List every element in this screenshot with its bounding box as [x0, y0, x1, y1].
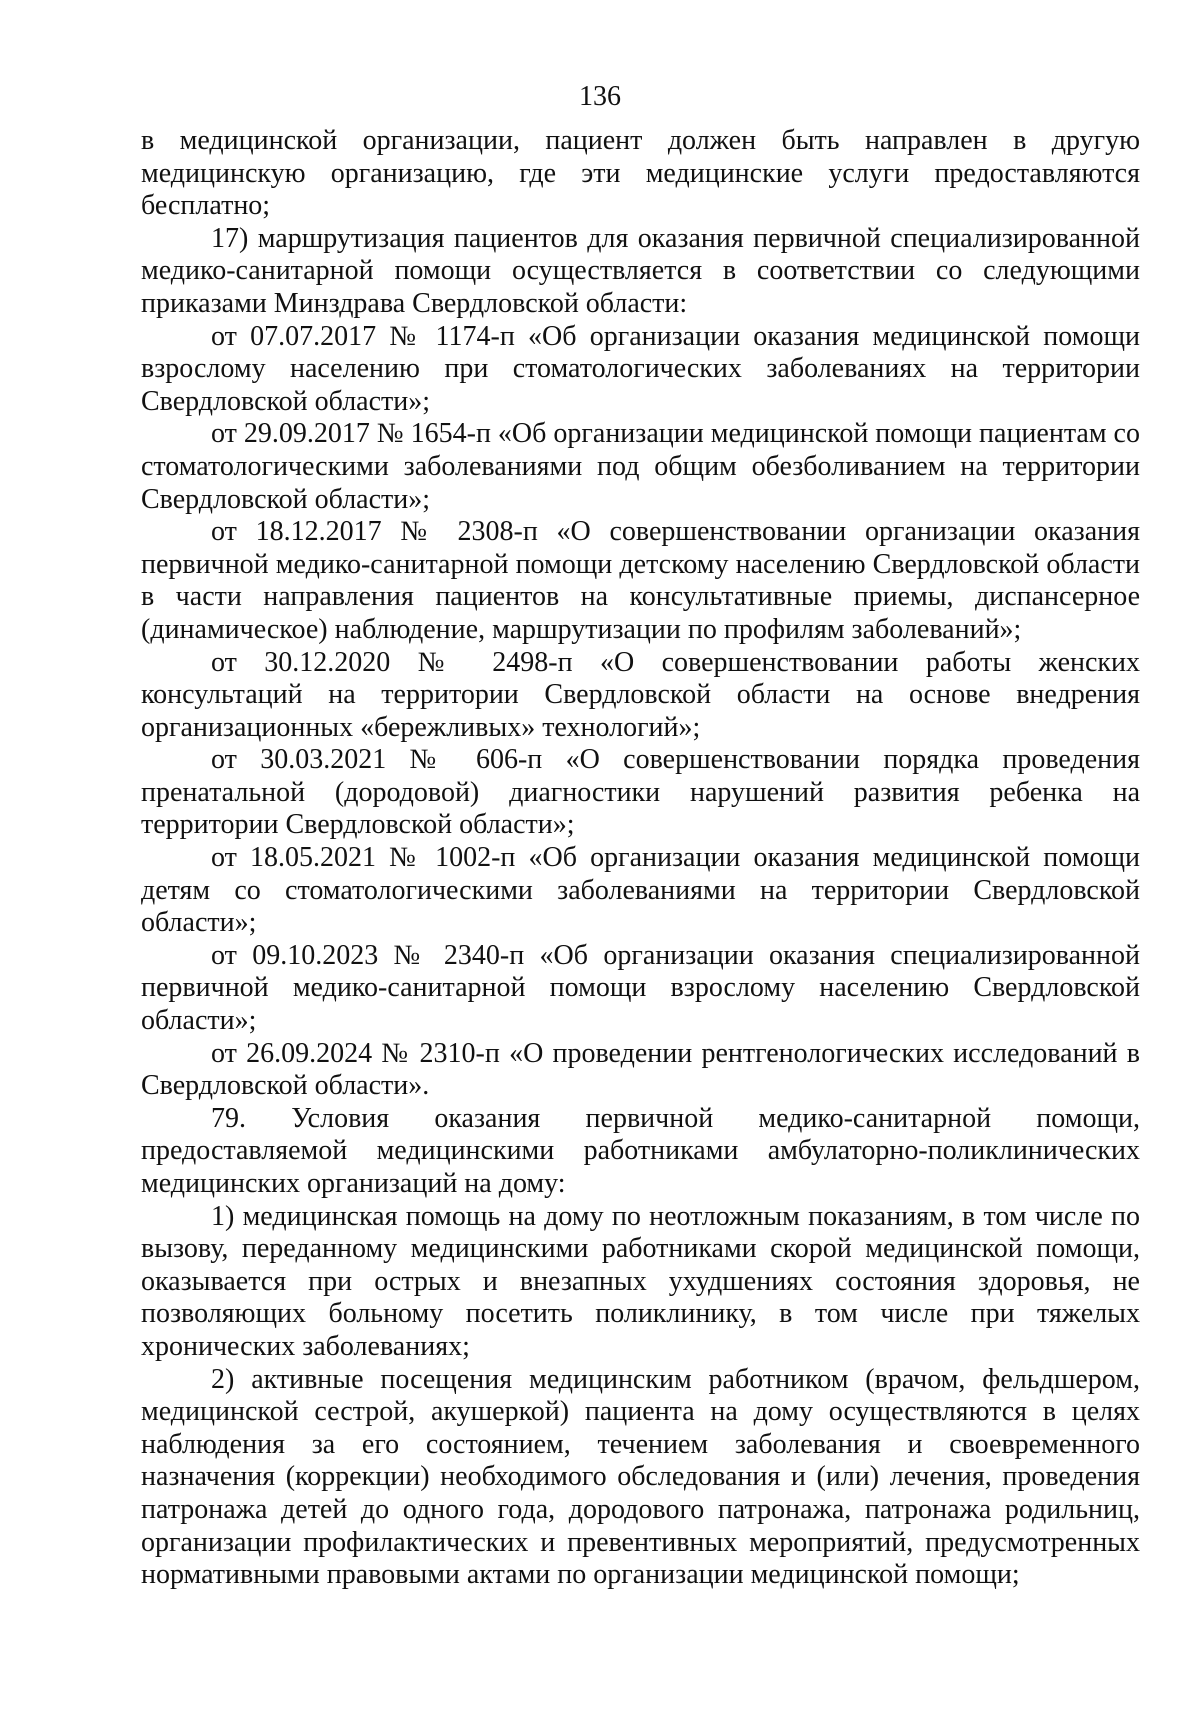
page-number: 136 [579, 81, 621, 112]
paragraph-order-1174: от 07.07.2017 № 1174-п «Об организации оказания медицинской помощи взрослому населению при стоматологических заболеваниях на территории Свердловской области»; [141, 320, 1140, 417]
paragraph-section-79: 79. Условия оказания первичной медико-санитарной помощи, предоставляемой медицинскими работниками амбулаторно-поликлинических медицинских организаций на дому: [141, 1102, 1140, 1199]
paragraph-order-1654: от 29.09.2017 № 1654-п «Об организации медицинской помощи пациентам со стоматологическими заболеваниями под общим обезболиванием на территории Свердловской области»; [141, 418, 1140, 515]
paragraph-order-2308: от 18.12.2017 № 2308-п «О совершенствовании организации оказания первичной медико-санитарной помощи детскому населению Свердловской области в части направления пациентов на консультативные приемы, диспансерное (динамическое) наблюдение, маршрутизации по профилям заболеваний»; [141, 516, 1140, 645]
paragraph-order-2310: от 26.09.2024 № 2310-п «О проведении рентгенологических исследований в Свердловской области». [141, 1037, 1140, 1102]
paragraph-item-17: 17) маршрутизация пациентов для оказания первичной специализированной медико-санитарной помощи осуществляется в соответствии со следующими приказами Минздрава Свердловской области: [141, 222, 1140, 319]
document-body [141, 125, 1140, 1592]
paragraph-item-1: 1) медицинская помощь на дому по неотложным показаниям, в том числе по вызову, переданному медицинскими работниками скорой медицинской помощи, оказывается при острых и внезапных ухудшениях состояния здоровья, не позволяющих больному посетить поликлинику, в том числе при тяжелых хронических заболеваниях; [141, 1200, 1140, 1362]
paragraph-order-2340: от 09.10.2023 № 2340-п «Об организации оказания специализированной первичной медико-санитарной помощи взрослому населению Свердловской области»; [141, 939, 1140, 1037]
paragraph-order-2498: от 30.12.2020 № 2498-п «О совершенствовании работы женских консультаций на территории Свердловской области на основе внедрения организационных «бережливых» технологий»; [141, 646, 1140, 743]
paragraph-continuation: в медицинской организации, пациент должен быть направлен в другую медицинскую организацию, где эти медицинские услуги предоставляются бесплатно; [141, 125, 1140, 222]
paragraph-order-606: от 30.03.2021 № 606-п «О совершенствовании порядка проведения пренатальной (дородовой) диагностики нарушений развития ребенка на территории Свердловской области»; [141, 744, 1140, 841]
paragraph-order-1002: от 18.05.2021 № 1002-п «Об организации оказания медицинской помощи детям со стоматологическими заболеваниями на территории Свердловской области»; [141, 842, 1140, 939]
paragraph-item-2: 2) активные посещения медицинским работником (врачом, фельдшером, медицинской сестрой, акушеркой) пациента на дому осуществляются в целях наблюдения за его состоянием, течением заболевания и своевременного назначения (коррекции) необходимого обследования и (или) лечения, проведения патронажа детей до одного года, дородового патронажа, патронажа родильниц, организации профилактических и превентивных мероприятий, предусмотренных нормативными правовыми актами по организации медицинской помощи; [141, 1363, 1140, 1591]
